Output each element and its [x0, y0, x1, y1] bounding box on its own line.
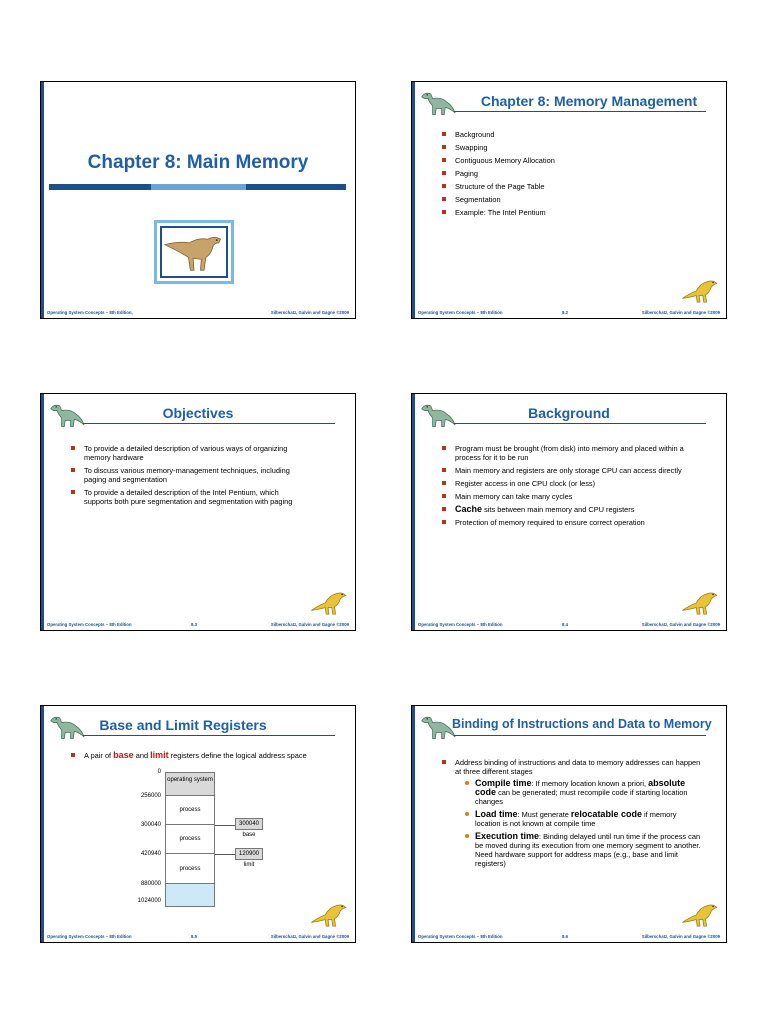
address-label: 420940: [140, 851, 161, 857]
footer-page: 8.3: [191, 622, 197, 627]
sub-item: [463, 810, 701, 828]
title-rule: [83, 423, 335, 424]
text: : Must generate: [517, 810, 571, 819]
list-item: Main memory can take many cycles: [442, 492, 696, 501]
memory-block-os: operating system: [165, 772, 215, 796]
limit-label: limit: [243, 862, 255, 868]
text: and: [133, 751, 151, 760]
footer-page: 8.4: [562, 622, 568, 627]
footer-left: Operating System Concepts – 8th Edition: [418, 934, 503, 939]
limit-term: limit: [150, 750, 169, 760]
address-label: 256000: [140, 793, 161, 799]
list-item: [71, 751, 335, 760]
title-rule: [454, 111, 706, 112]
list-item: Protection of memory required to ensure correct operation: [442, 518, 696, 527]
sub-item: [463, 832, 701, 868]
text: registers define the logical address space: [168, 751, 307, 760]
text: can be generated; must recompile code if starting location changes: [475, 788, 688, 806]
list-item: Paging: [442, 169, 706, 178]
slide-5: [40, 705, 356, 943]
dinosaur-picture: [154, 220, 234, 284]
intro-text: Address binding of instructions and data to memory addresses can happen at three different stages: [455, 758, 701, 776]
bullet-list: [71, 751, 335, 764]
slide-left-bar: [412, 706, 415, 942]
title-rule: [454, 735, 706, 736]
dinosaur-footer-icon: [309, 588, 349, 616]
base-label: base: [242, 832, 256, 838]
dinosaur-footer-icon: [680, 588, 720, 616]
footer-right: Silberschatz, Galvin and Gagne ©2009: [270, 622, 349, 627]
title-underline-highlight: [151, 184, 246, 190]
footer-right: Silberschatz, Galvin and Gagne ©2009: [641, 622, 720, 627]
dinosaur-footer-icon: [680, 900, 720, 928]
arrow-line: [215, 825, 235, 826]
list-item: Program must be brought (from disk) into memory and placed within a process for it to be run: [442, 444, 696, 462]
list-item: [442, 758, 701, 868]
address-label: 1024000: [137, 898, 161, 904]
title-rule: [83, 735, 335, 736]
list-item: To provide a detailed description of various ways of organizing memory hardware: [71, 444, 305, 462]
list-item: Background: [442, 130, 706, 139]
base-register: 300040: [235, 818, 263, 830]
footer-right: Silberschatz, Galvin and Gagne ©2009: [641, 934, 720, 939]
list-item: Swapping: [442, 143, 706, 152]
base-term: base: [113, 750, 134, 760]
slide-left-bar: [412, 82, 415, 318]
sub-item: [463, 779, 701, 806]
footer-right: Silberschatz, Galvin and Gagne ©2009: [641, 310, 720, 315]
slide-1: [40, 81, 356, 319]
address-label: 0: [157, 769, 161, 775]
bullet-list: [71, 444, 305, 510]
address-label: 300040: [140, 822, 161, 828]
list-item: To provide a detailed description of the Intel Pentium, which supports both pure segmentation and segmentation with paging: [71, 488, 305, 506]
load-time-term: Load time: [475, 809, 518, 819]
memory-block-process: process: [165, 825, 215, 854]
footer-page: 8.6: [562, 934, 568, 939]
slide-left-bar: [41, 706, 44, 942]
text: : Binding delayed until run time if the process can be moved during its execution from one memory segment to another. Need hardware support for address maps (e.g., base and limit registers): [475, 832, 701, 868]
address-label: 880000: [140, 881, 161, 887]
slide-title: Objectives: [162, 405, 234, 421]
relocatable-code-term: relocatable code: [570, 809, 642, 819]
list-item: To discuss various memory-management techniques, including paging and segmentation: [71, 466, 305, 484]
compile-time-term: Compile time: [475, 778, 532, 788]
bullet-list: [442, 444, 696, 531]
text: : If memory location known a priori,: [531, 779, 649, 788]
slide-4: [411, 393, 727, 631]
slide-title: Chapter 8: Memory Management: [480, 93, 698, 109]
slide-title: Binding of Instructions and Data to Memory: [452, 717, 712, 731]
slide-title: Chapter 8: Main Memory: [87, 152, 309, 173]
absolute-code-term: absolute code: [475, 778, 686, 797]
dinosaur-logo-icon: [420, 712, 456, 742]
slide-left-bar: [41, 82, 44, 318]
memory-block-process: process: [165, 854, 215, 884]
sub-list: [463, 779, 701, 868]
slide-2: [411, 81, 727, 319]
footer-left: Operating System Concepts – 8th Edition: [418, 622, 503, 627]
footer-page: 8.2: [562, 310, 568, 315]
footer-left: Operating System Concepts – 8th Edition: [47, 622, 132, 627]
dinosaur-footer-icon: [309, 900, 349, 928]
slide-left-bar: [412, 394, 415, 630]
text: if memory location is not known at compile time: [475, 810, 677, 828]
list-item: Segmentation: [442, 195, 706, 204]
bullet-list: [442, 758, 701, 872]
slide-title: Base and Limit Registers: [99, 717, 267, 733]
memory-diagram: [131, 769, 271, 912]
list-item: Main memory and registers are only storage CPU can access directly: [442, 466, 696, 475]
footer-right: Silberschatz, Galvin and Gagne ©2009: [270, 934, 349, 939]
footer-left: Operating System Concepts – 8th Edition: [418, 310, 503, 315]
cache-term: Cache: [455, 504, 483, 514]
dinosaur-logo-icon: [420, 88, 456, 118]
dinosaur-footer-icon: [680, 276, 720, 304]
footer-right: Silberschatz, Galvin and Gagne ©2009: [270, 310, 349, 315]
list-item: Register access in one CPU clock (or less): [442, 479, 696, 488]
list-item: Contiguous Memory Allocation: [442, 156, 706, 165]
title-rule: [454, 423, 706, 424]
text: A pair of: [84, 751, 114, 760]
execution-time-term: Execution time: [475, 831, 540, 841]
list-item: Structure of the Page Table: [442, 182, 706, 191]
memory-block-free: [165, 884, 215, 907]
slide-3: [40, 393, 356, 631]
list-item: Example: The Intel Pentium: [442, 208, 706, 217]
limit-register: 120900: [235, 848, 263, 860]
memory-block-process: process: [165, 796, 215, 825]
footer-left: Operating System Concepts – 8th Edition: [47, 934, 132, 939]
bullet-list: [442, 130, 706, 221]
arrow-line: [215, 854, 235, 855]
slide-6: [411, 705, 727, 943]
slide-title: Background: [528, 405, 610, 421]
list-item: [442, 505, 696, 514]
footer-page: 8.5: [191, 934, 197, 939]
footer-left: Operating System Concepts – 8th Edition,: [47, 310, 133, 315]
cache-text: sits between main memory and CPU registers: [482, 505, 635, 514]
slide-left-bar: [41, 394, 44, 630]
